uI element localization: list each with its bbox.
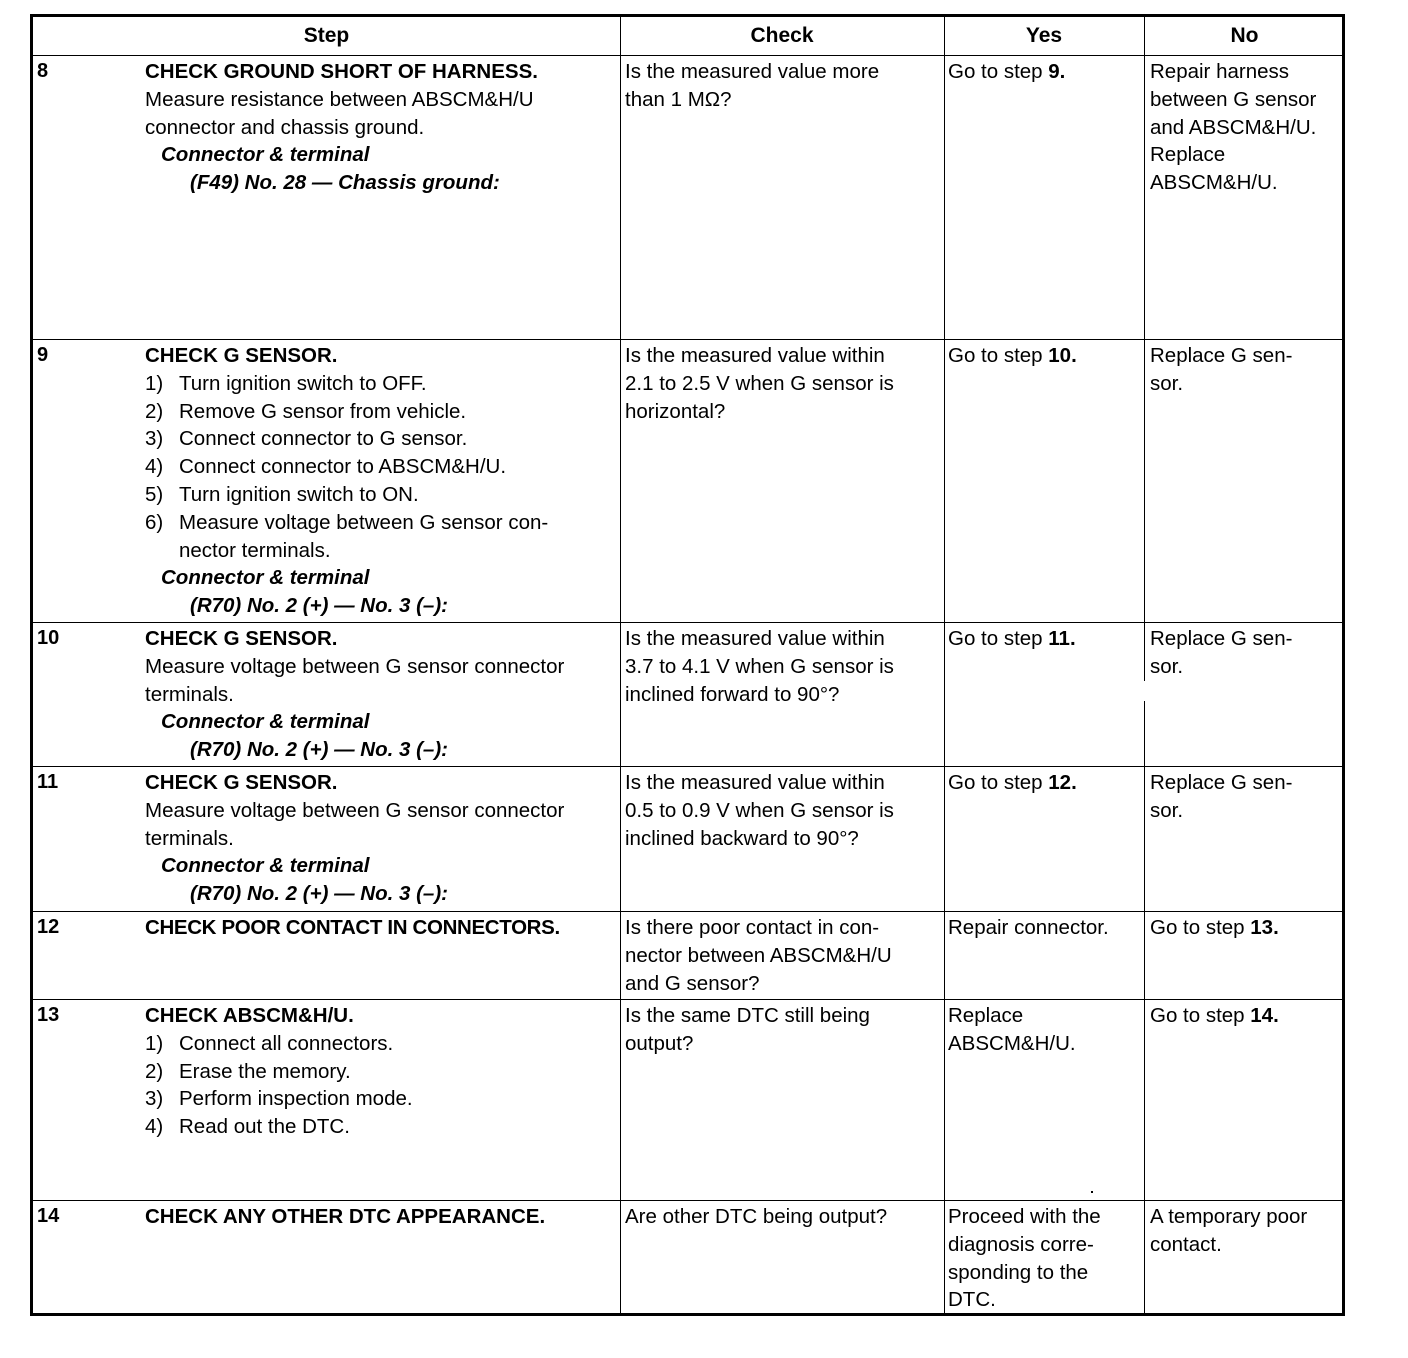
step-number: 10 — [37, 627, 60, 649]
step-body: Measure resistance between ABSCM&H/U connector and chassis ground. — [145, 87, 534, 139]
header-check: Check — [750, 24, 814, 47]
list-item — [145, 481, 621, 509]
check-question: Is the measured value within 0.5 to 0.9 V when G sensor is inclined backward to 90°? — [625, 771, 894, 850]
step-description — [145, 58, 621, 197]
check-question: Are other DTC being output? — [625, 1205, 888, 1228]
list-item-number: 3) — [145, 1087, 164, 1111]
step-title: CHECK G SENSOR. — [145, 771, 338, 794]
yes-action — [948, 625, 1143, 653]
step-number: 8 — [37, 60, 49, 82]
yes-action-step: 9. — [1048, 60, 1066, 83]
yes-action-text: Go to step — [948, 771, 1049, 794]
yes-action — [948, 769, 1143, 797]
step-title: CHECK G SENSOR. — [145, 344, 338, 367]
list-item-number: 1) — [145, 1031, 164, 1055]
no-action-text: Replace G sen- sor. — [1150, 771, 1293, 822]
no-action — [1150, 1002, 1340, 1030]
yes-action-text: Proceed with the diagnosis corre- sponding to the DTC. — [948, 1205, 1101, 1312]
step-title: CHECK GROUND SHORT OF HARNESS. — [145, 60, 538, 83]
no-action — [1150, 1203, 1340, 1259]
row-divider — [33, 1200, 1342, 1201]
yes-action-step: 11. — [1048, 627, 1076, 650]
step-number: 13 — [37, 1004, 60, 1026]
list-item-number: 3) — [145, 427, 164, 451]
yes-action — [948, 1002, 1143, 1058]
list-item-number: 1) — [145, 371, 164, 395]
yes-action-text: Repair connector. — [948, 916, 1109, 939]
list-item-text: Perform inspection mode. — [179, 1087, 413, 1111]
no-action — [1150, 769, 1340, 825]
step-number: 12 — [37, 916, 60, 938]
connector-terminal-label: Connector & terminal — [161, 710, 370, 734]
no-action-text: Go to step — [1150, 1004, 1251, 1027]
no-action — [1150, 914, 1340, 942]
step-description — [145, 1203, 621, 1231]
list-item-text: Connect connector to ABSCM&H/U. — [179, 455, 507, 479]
list-item-text: Connect all connectors. — [179, 1031, 394, 1055]
connector-terminal-value: (F49) No. 28 — Chassis ground: — [190, 171, 500, 195]
step-description — [145, 914, 621, 942]
list-item-number: 4) — [145, 455, 164, 479]
stray-dot — [1091, 1191, 1093, 1193]
list-item-text: Erase the memory. — [179, 1059, 351, 1083]
yes-action-text: Go to step — [948, 344, 1049, 367]
no-action-text: Repair harness between G sensor and ABSCM&H/U. Replace ABSCM&H/U. — [1150, 60, 1317, 195]
step-title: CHECK G SENSOR. — [145, 627, 338, 650]
list-item-text: Turn ignition switch to ON. — [179, 482, 419, 506]
step-title: CHECK ANY OTHER DTC APPEARANCE. — [145, 1205, 546, 1228]
check-question: Is the measured value within 2.1 to 2.5 V when G sensor is horizontal? — [625, 344, 894, 423]
list-item-number: 6) — [145, 510, 164, 534]
no-action — [1150, 342, 1340, 398]
list-item-text: Connect connector to G sensor. — [179, 427, 468, 451]
column-divider-yes-no — [1144, 17, 1145, 1313]
header-step: Step — [303, 24, 350, 47]
row-divider — [33, 766, 1342, 767]
check-question: Is the measured value within 3.7 to 4.1 V when G sensor is inclined forward to 90°? — [625, 627, 894, 706]
list-item-number: 2) — [145, 1059, 164, 1083]
list-item — [145, 398, 621, 426]
step-description — [145, 769, 621, 908]
header-yes: Yes — [1025, 24, 1063, 47]
yes-action — [948, 914, 1143, 942]
list-item — [145, 1085, 621, 1113]
check-question: Is there poor contact in con- nector between ABSCM&H/U and G sensor? — [625, 916, 892, 995]
no-action — [1150, 58, 1340, 197]
step-description — [145, 1002, 621, 1141]
connector-terminal-value: (R70) No. 2 (+) — No. 3 (–): — [190, 738, 448, 762]
step-description — [145, 342, 621, 620]
list-item-number: 4) — [145, 1115, 164, 1139]
step-description — [145, 625, 621, 764]
list-item-number: 5) — [145, 482, 164, 506]
list-item — [145, 425, 621, 453]
connector-terminal-label: Connector & terminal — [161, 143, 370, 167]
row-divider — [33, 911, 1342, 912]
list-item-text: Measure voltage between G sensor con- nector terminals. — [179, 510, 549, 562]
list-item-text: Remove G sensor from vehicle. — [179, 399, 467, 423]
yes-action-step: 10. — [1048, 344, 1077, 367]
list-item — [145, 1030, 621, 1058]
list-item — [145, 1058, 621, 1086]
no-action-text: Replace G sen- sor. — [1150, 344, 1293, 395]
yes-action — [948, 1203, 1143, 1314]
no-action-text: A temporary poor contact. — [1150, 1205, 1308, 1256]
yes-action-text: Go to step — [948, 627, 1049, 650]
header-no: No — [1230, 24, 1259, 47]
row-divider — [33, 55, 1342, 56]
row-divider — [33, 339, 1342, 340]
no-action-text: Go to step — [1150, 916, 1251, 939]
connector-terminal-label: Connector & terminal — [161, 566, 370, 590]
divider-gap — [1143, 681, 1149, 701]
list-item — [145, 1113, 621, 1141]
yes-action — [948, 58, 1143, 86]
connector-terminal-value: (R70) No. 2 (+) — No. 3 (–): — [190, 594, 448, 618]
no-action-step: 13. — [1250, 916, 1279, 939]
check-question: Is the measured value more than 1 MΩ? — [625, 60, 880, 111]
row-divider — [33, 622, 1342, 623]
step-number: 9 — [37, 344, 49, 366]
no-action-text: Replace G sen- sor. — [1150, 627, 1293, 678]
step-number: 11 — [37, 771, 59, 793]
list-item — [145, 509, 621, 565]
connector-terminal-label: Connector & terminal — [161, 854, 370, 878]
list-item — [145, 453, 621, 481]
row-divider — [33, 999, 1342, 1000]
yes-action-step: 12. — [1048, 771, 1077, 794]
step-body: Measure voltage between G sensor connector terminals. — [145, 798, 565, 850]
list-item-text: Turn ignition switch to OFF. — [179, 371, 427, 395]
step-body: Measure voltage between G sensor connector terminals. — [145, 654, 565, 706]
connector-terminal-value: (R70) No. 2 (+) — No. 3 (–): — [190, 882, 448, 906]
step-number: 14 — [37, 1205, 60, 1227]
yes-action-text: Go to step — [948, 60, 1049, 83]
list-item-number: 2) — [145, 399, 164, 423]
no-action — [1150, 625, 1340, 681]
step-title: CHECK POOR CONTACT IN CONNECTORS. — [145, 916, 560, 939]
check-question: Is the same DTC still being output? — [625, 1004, 870, 1055]
yes-action-text: Replace ABSCM&H/U. — [948, 1004, 1076, 1055]
list-item — [145, 370, 621, 398]
list-item-text: Read out the DTC. — [179, 1115, 350, 1139]
no-action-step: 14. — [1250, 1004, 1279, 1027]
diagnostic-table — [30, 14, 1345, 1316]
step-title: CHECK ABSCM&H/U. — [145, 1004, 354, 1027]
yes-action — [948, 342, 1143, 370]
